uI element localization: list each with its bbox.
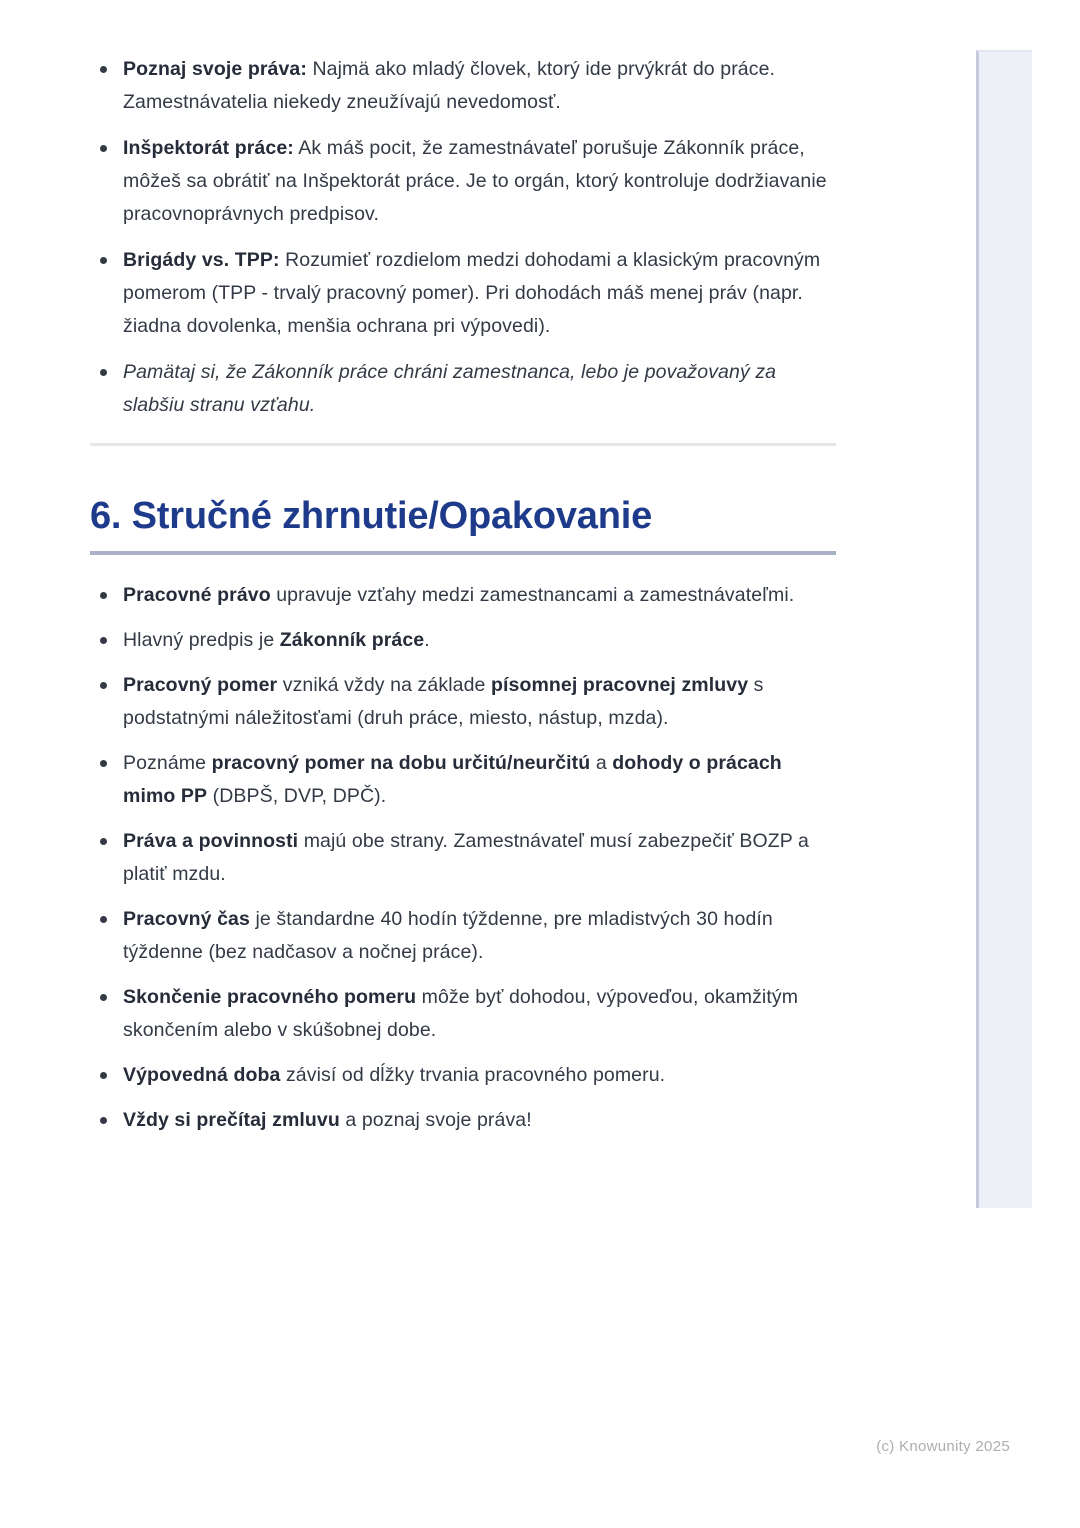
text-segment-bold: Vždy si prečítaj zmluvu: [123, 1109, 340, 1131]
text-segment: s podstatnými náležitosťami (druh práce, miesto, nástup, mzda).: [123, 674, 764, 729]
text-segment: Pamätaj si, že Zákonník práce chráni zamestnanca, lebo je považovaný za slabšiu stranu vzťahu.: [123, 361, 777, 416]
text-segment: závisí od dĺžky trvania pracovného pomeru.: [280, 1064, 666, 1086]
list-item: [90, 747, 836, 813]
list-item: [90, 981, 836, 1047]
list-item: [90, 1104, 836, 1137]
text-segment: a poznaj svoje práva!: [339, 1109, 532, 1131]
text-segment-bold: Pracovné právo: [123, 584, 271, 606]
section-divider-light: [90, 443, 836, 446]
text-segment-bold: Skončenie pracovného pomeru: [123, 986, 417, 1008]
text-segment: môže byť dohodou, výpoveďou, okamžitým skončením alebo v skúšobnej dobe.: [123, 986, 799, 1041]
right-margin-panel: [976, 50, 1032, 1208]
document-content: [90, 0, 836, 1149]
text-segment: a: [590, 752, 613, 774]
summary-bullet-list: [90, 579, 836, 1137]
text-segment-bold: Pracovný pomer: [123, 674, 278, 696]
list-item: [90, 244, 836, 343]
list-item: [90, 132, 836, 231]
list-item: [90, 1059, 836, 1092]
text-segment: majú obe strany. Zamestnávateľ musí zabezpečiť BOZP a platiť mzdu.: [123, 830, 810, 885]
text-segment: Poznáme: [123, 752, 212, 774]
list-item: [90, 579, 836, 612]
text-segment-bold: dohody o prácach mimo PP: [123, 752, 782, 807]
text-segment: Rozumieť rozdielom medzi dohodami a klasickým pracovným pomerom (TPP - trvalý pracovný pomer). Pri dohodách máš menej práv (napr. žiadna dovolenka, menšia ochrana pri výpovedi).: [123, 249, 821, 337]
text-segment-bold: Zákonník práce: [279, 629, 425, 651]
list-item: [90, 903, 836, 969]
list-item: [90, 624, 836, 657]
text-segment-bold: Pracovný čas: [123, 908, 250, 930]
text-segment-bold: Poznaj svoje práva:: [123, 58, 307, 80]
text-segment-bold: písomnej pracovnej zmluvy: [490, 674, 749, 696]
text-segment-bold: Výpovedná doba: [123, 1064, 281, 1086]
text-segment-bold: pracovný pomer na dobu určitú/neurčitú: [211, 752, 591, 774]
list-item: [90, 669, 836, 735]
text-segment: (DBPŠ, DVP, DPČ).: [207, 785, 387, 807]
copyright-footer: (c) Knowunity 2025: [876, 1438, 1010, 1455]
list-item: [90, 53, 836, 119]
list-item: [90, 825, 836, 891]
text-segment: .: [424, 629, 430, 651]
text-segment: vzniká vždy na základe: [277, 674, 491, 696]
text-segment: Najmä ako mladý človek, ktorý ide prvýkrát do práce. Zamestnávatelia niekedy zneužívajú nevedomosť.: [123, 58, 776, 113]
text-segment: je štandardne 40 hodín týždenne, pre mladistvých 30 hodín týždenne (bez nadčasov a nočnej práce).: [123, 908, 773, 963]
text-segment: upravuje vzťahy medzi zamestnancami a zamestnávateľmi.: [270, 584, 795, 606]
text-segment-bold: Brigády vs. TPP:: [123, 249, 280, 271]
intro-bullet-list: [90, 53, 836, 422]
text-segment: Hlavný predpis je: [123, 629, 280, 651]
section-heading: 6. Stručné zhrnutie/Opakovanie: [90, 495, 653, 537]
list-item: [90, 356, 836, 422]
text-segment-bold: Práva a povinnosti: [123, 830, 299, 852]
text-segment-bold: Inšpektorát práce:: [123, 137, 294, 159]
section-divider-blue: [90, 551, 836, 555]
text-segment: Ak máš pocit, že zamestnávateľ porušuje Zákonník práce, môžeš sa obrátiť na Inšpektorát práce. Je to orgán, ktorý kontroluje dodržiavanie pracovnoprávnych predpisov.: [123, 137, 827, 225]
